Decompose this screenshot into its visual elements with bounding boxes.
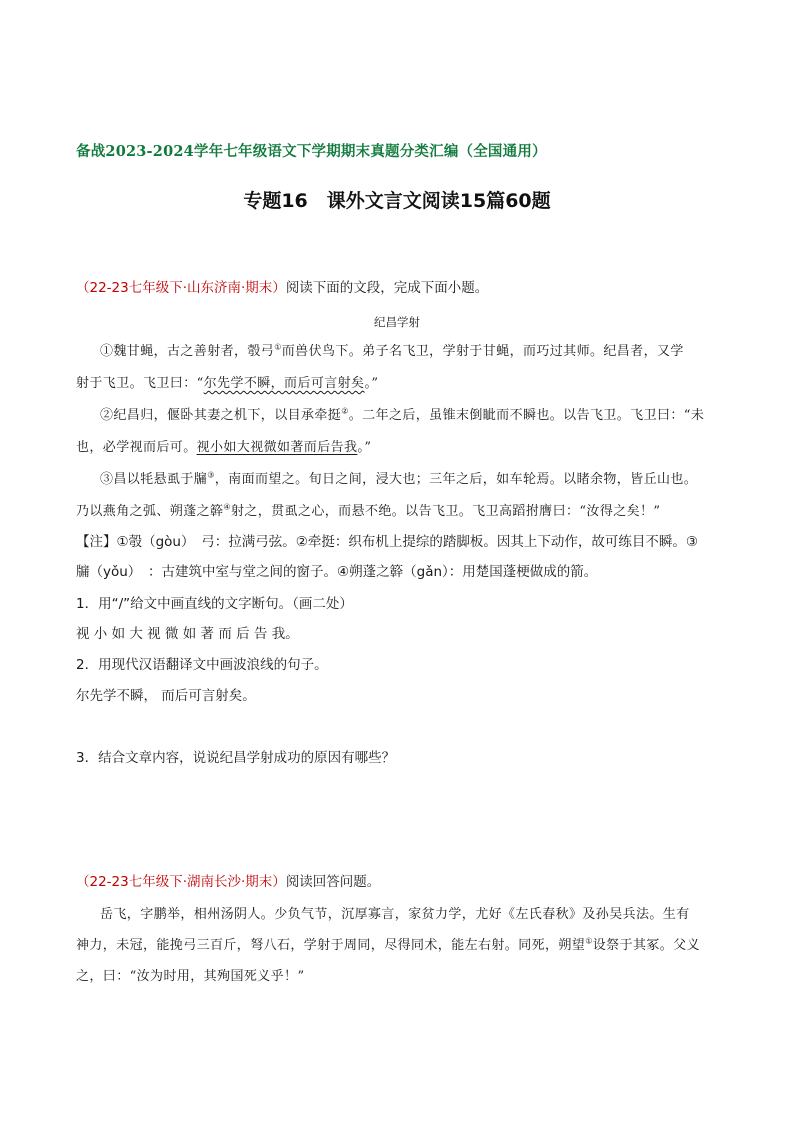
footnote-marker: ③ [207, 470, 215, 480]
footnote-marker: ④ [223, 502, 231, 512]
footnote-marker: ② [341, 406, 349, 416]
para2-line1: ②纪昌归，偃卧其妻之机下，以目承牵挺②。二年之后，虽锥末倒眦而不瞬也。以告飞卫。飞卫曰：“未 [100, 406, 705, 423]
note-line2: 牖（yǒu） ：古建筑中室与堂之间的窗子。④朔蓬之簳（gǎn）：用楚国蓬梗做成的箭。 [76, 564, 598, 580]
question-2: 2．用现代汉语翻译文中画波浪线的句子。 [76, 657, 328, 673]
passage-title: 纪昌学射 [374, 315, 420, 329]
footnote-marker: ① [585, 936, 593, 946]
question-1-text: 视 小 如 大 视 微 如 著 而 后 告 我。 [76, 626, 299, 642]
source-close: ） [272, 874, 286, 890]
topic-title: 专题16 课外文言文阅读15篇60题 [243, 190, 551, 212]
source-instruction: 阅读下面的文段，完成下面小题。 [285, 280, 489, 296]
source-line-2 [76, 870, 380, 890]
para1-line1: ①魏甘蝇，古之善射者，彀弓①而兽伏鸟下。弟子名飞卫，学射于甘蝇，而巧过其师。纪昌者，又学 [100, 342, 684, 359]
section2-line1: 岳飞，字鹏举，相州汤阴人。少负气节，沉厚寡言，家贫力学，尤好《左氏春秋》及孙吴兵法。生有 [100, 907, 690, 922]
straight-underlined-sentence: 视小如大视微如著而后告我 [196, 440, 358, 455]
para2-line2: 也，必学视而后可。视小如大视微如著而后告我。” [76, 440, 372, 455]
para3-line1: ③昌以牦悬虱于牖③，南面而望之。旬日之间，浸大也；三年之后，如车轮焉。以睹余物，皆丘山也。 [100, 470, 698, 487]
question-3: 3．结合文章内容，说说纪昌学射成功的原因有哪些？ [76, 750, 396, 766]
section2-line3: 之，曰：“汝为时用，其殉国死义乎！” [76, 969, 305, 984]
source-line-1 [76, 276, 488, 296]
source-label[interactable]: 22-23七年级下·山东济南·期末 [89, 280, 273, 296]
source-instruction: 阅读回答问题。 [285, 874, 381, 890]
section2-line2: 神力，未冠，能挽弓三百斤，弩八石，学射于周同，尽得同术，能左右射。同死，朔望①设祭于其冢。父义 [76, 936, 700, 953]
source-close: ） [272, 280, 286, 296]
para3-line2: 乃以燕角之弧、朔蓬之簳④射之，贯虱之心，而悬不绝。以告飞卫。飞卫高蹈拊膺曰：“汝得之矣！” [76, 502, 661, 519]
source-open: （ [76, 280, 90, 296]
question-1: 1．用“/”给文中画直线的文字断句。（画二处） [76, 596, 353, 612]
wavy-underlined-sentence: 尔先学不瞬，而后可言射矣 [203, 376, 365, 391]
series-title: 备战2023-2024学年七年级语文下学期期末真题分类汇编（全国通用） [76, 143, 547, 160]
source-label[interactable]: 22-23七年级下·湖南长沙·期末 [89, 874, 273, 890]
question-2-text: 尔先学不瞬， 而后可言射矣。 [76, 688, 256, 704]
footnote-marker: ① [274, 342, 282, 352]
para1-line2: 射于飞卫。飞卫曰：“尔先学不瞬，而后可言射矣。” [76, 376, 379, 391]
note-line1: 【注】①彀（gòu） 弓：拉满弓弦。②牵挺：织布机上提综的踏脚板。因其上下动作，故可练目不瞬。③ [76, 534, 698, 550]
source-open: （ [76, 874, 90, 890]
